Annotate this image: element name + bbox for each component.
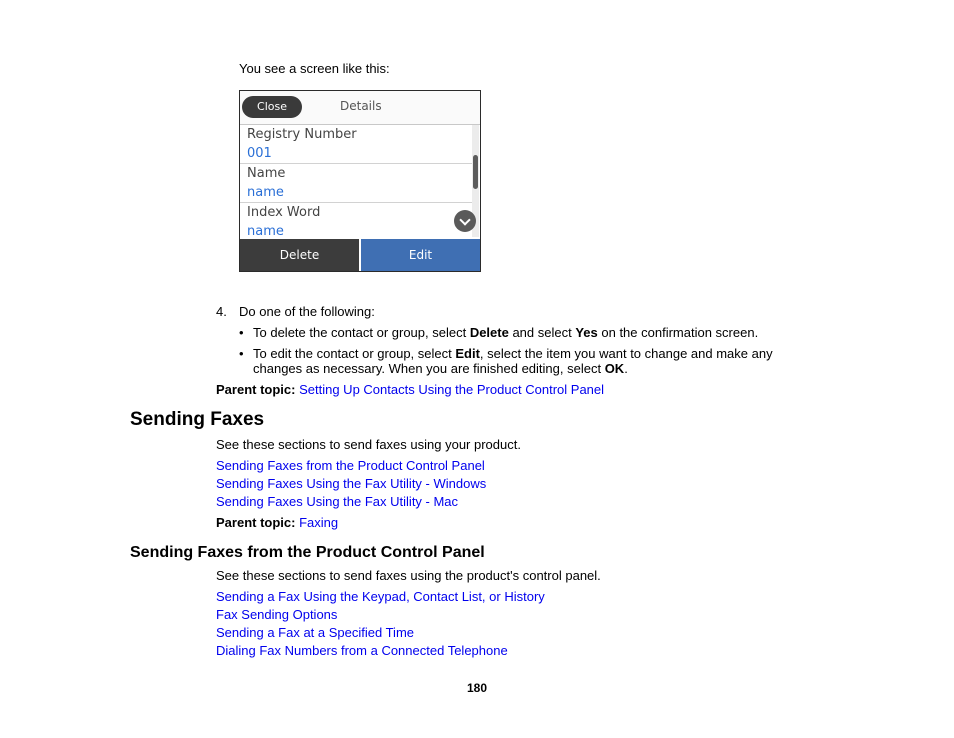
detail-row-registry [240,125,472,164]
section-description: See these sections to send faxes using your product. [216,437,521,452]
intro-text: You see a screen like this: [239,61,390,76]
parent-topic [216,515,338,531]
link-control-panel[interactable]: Sending Faxes from the Product Control Panel [216,458,485,473]
scrollbar-thumb [473,155,478,189]
edit-button: Edit [361,239,480,271]
bold-term-yes: Yes [575,325,598,340]
link-connected-telephone[interactable]: Dialing Fax Numbers from a Connected Telephone [216,643,508,658]
link-fax-sending-options[interactable]: Fax Sending Options [216,607,338,622]
bullet-edit-line2 [253,361,628,377]
row-label: Index Word [247,205,321,220]
bold-term-edit: Edit [455,346,480,361]
text-span: on the confirmation screen. [597,325,759,340]
bold-term-delete: Delete [469,325,509,340]
section-heading-control-panel: Sending Faxes from the Product Control Panel [130,544,485,561]
text-span: To delete the contact or group, select [253,325,470,340]
close-button: Close [242,96,302,118]
parent-topic-link[interactable]: Setting Up Contacts Using the Product Control Panel [299,382,605,397]
section-description: See these sections to send faxes using the product's control panel. [216,568,601,583]
screen-title: Details [340,99,382,113]
parent-topic-label: Parent topic: [216,382,296,397]
row-label: Name [247,166,286,181]
section-heading-sending-faxes: Sending Faxes [130,409,265,430]
row-value: name [247,224,284,239]
step-text: Do one of the following: [239,304,375,319]
row-value: 001 [247,146,272,161]
step-number: 4. [216,304,227,319]
text-span: To edit the contact or group, select [253,346,456,361]
link-keypad-contact-history[interactable]: Sending a Fax Using the Keypad, Contact List, or History [216,589,545,604]
bullet-delete [253,325,758,341]
link-fax-utility-windows[interactable]: Sending Faxes Using the Fax Utility - Windows [216,476,487,491]
bullet-dot: • [239,325,244,340]
parent-topic-label: Parent topic: [216,515,296,530]
device-screen-illustration [239,90,481,272]
bullet-edit-line1 [253,346,773,362]
detail-row-name [240,164,472,203]
text-span: changes as necessary. When you are finished editing, select [253,361,605,376]
parent-topic [216,382,604,398]
page-number: 180 [466,681,488,695]
text-span: , select the item you want to change and make any [479,346,773,361]
delete-button: Delete [240,239,359,271]
chevron-down-icon [454,210,476,232]
parent-topic-link[interactable]: Faxing [299,515,339,530]
row-value: name [247,185,284,200]
detail-row-index-word [240,203,472,241]
text-span: and select [508,325,576,340]
bold-term-ok: OK [604,361,625,376]
text-span: . [624,361,628,376]
screen-header [240,91,480,125]
row-label: Registry Number [247,127,357,142]
link-specified-time[interactable]: Sending a Fax at a Specified Time [216,625,415,640]
bullet-dot: • [239,346,244,361]
link-fax-utility-mac[interactable]: Sending Faxes Using the Fax Utility - Mac [216,494,459,509]
